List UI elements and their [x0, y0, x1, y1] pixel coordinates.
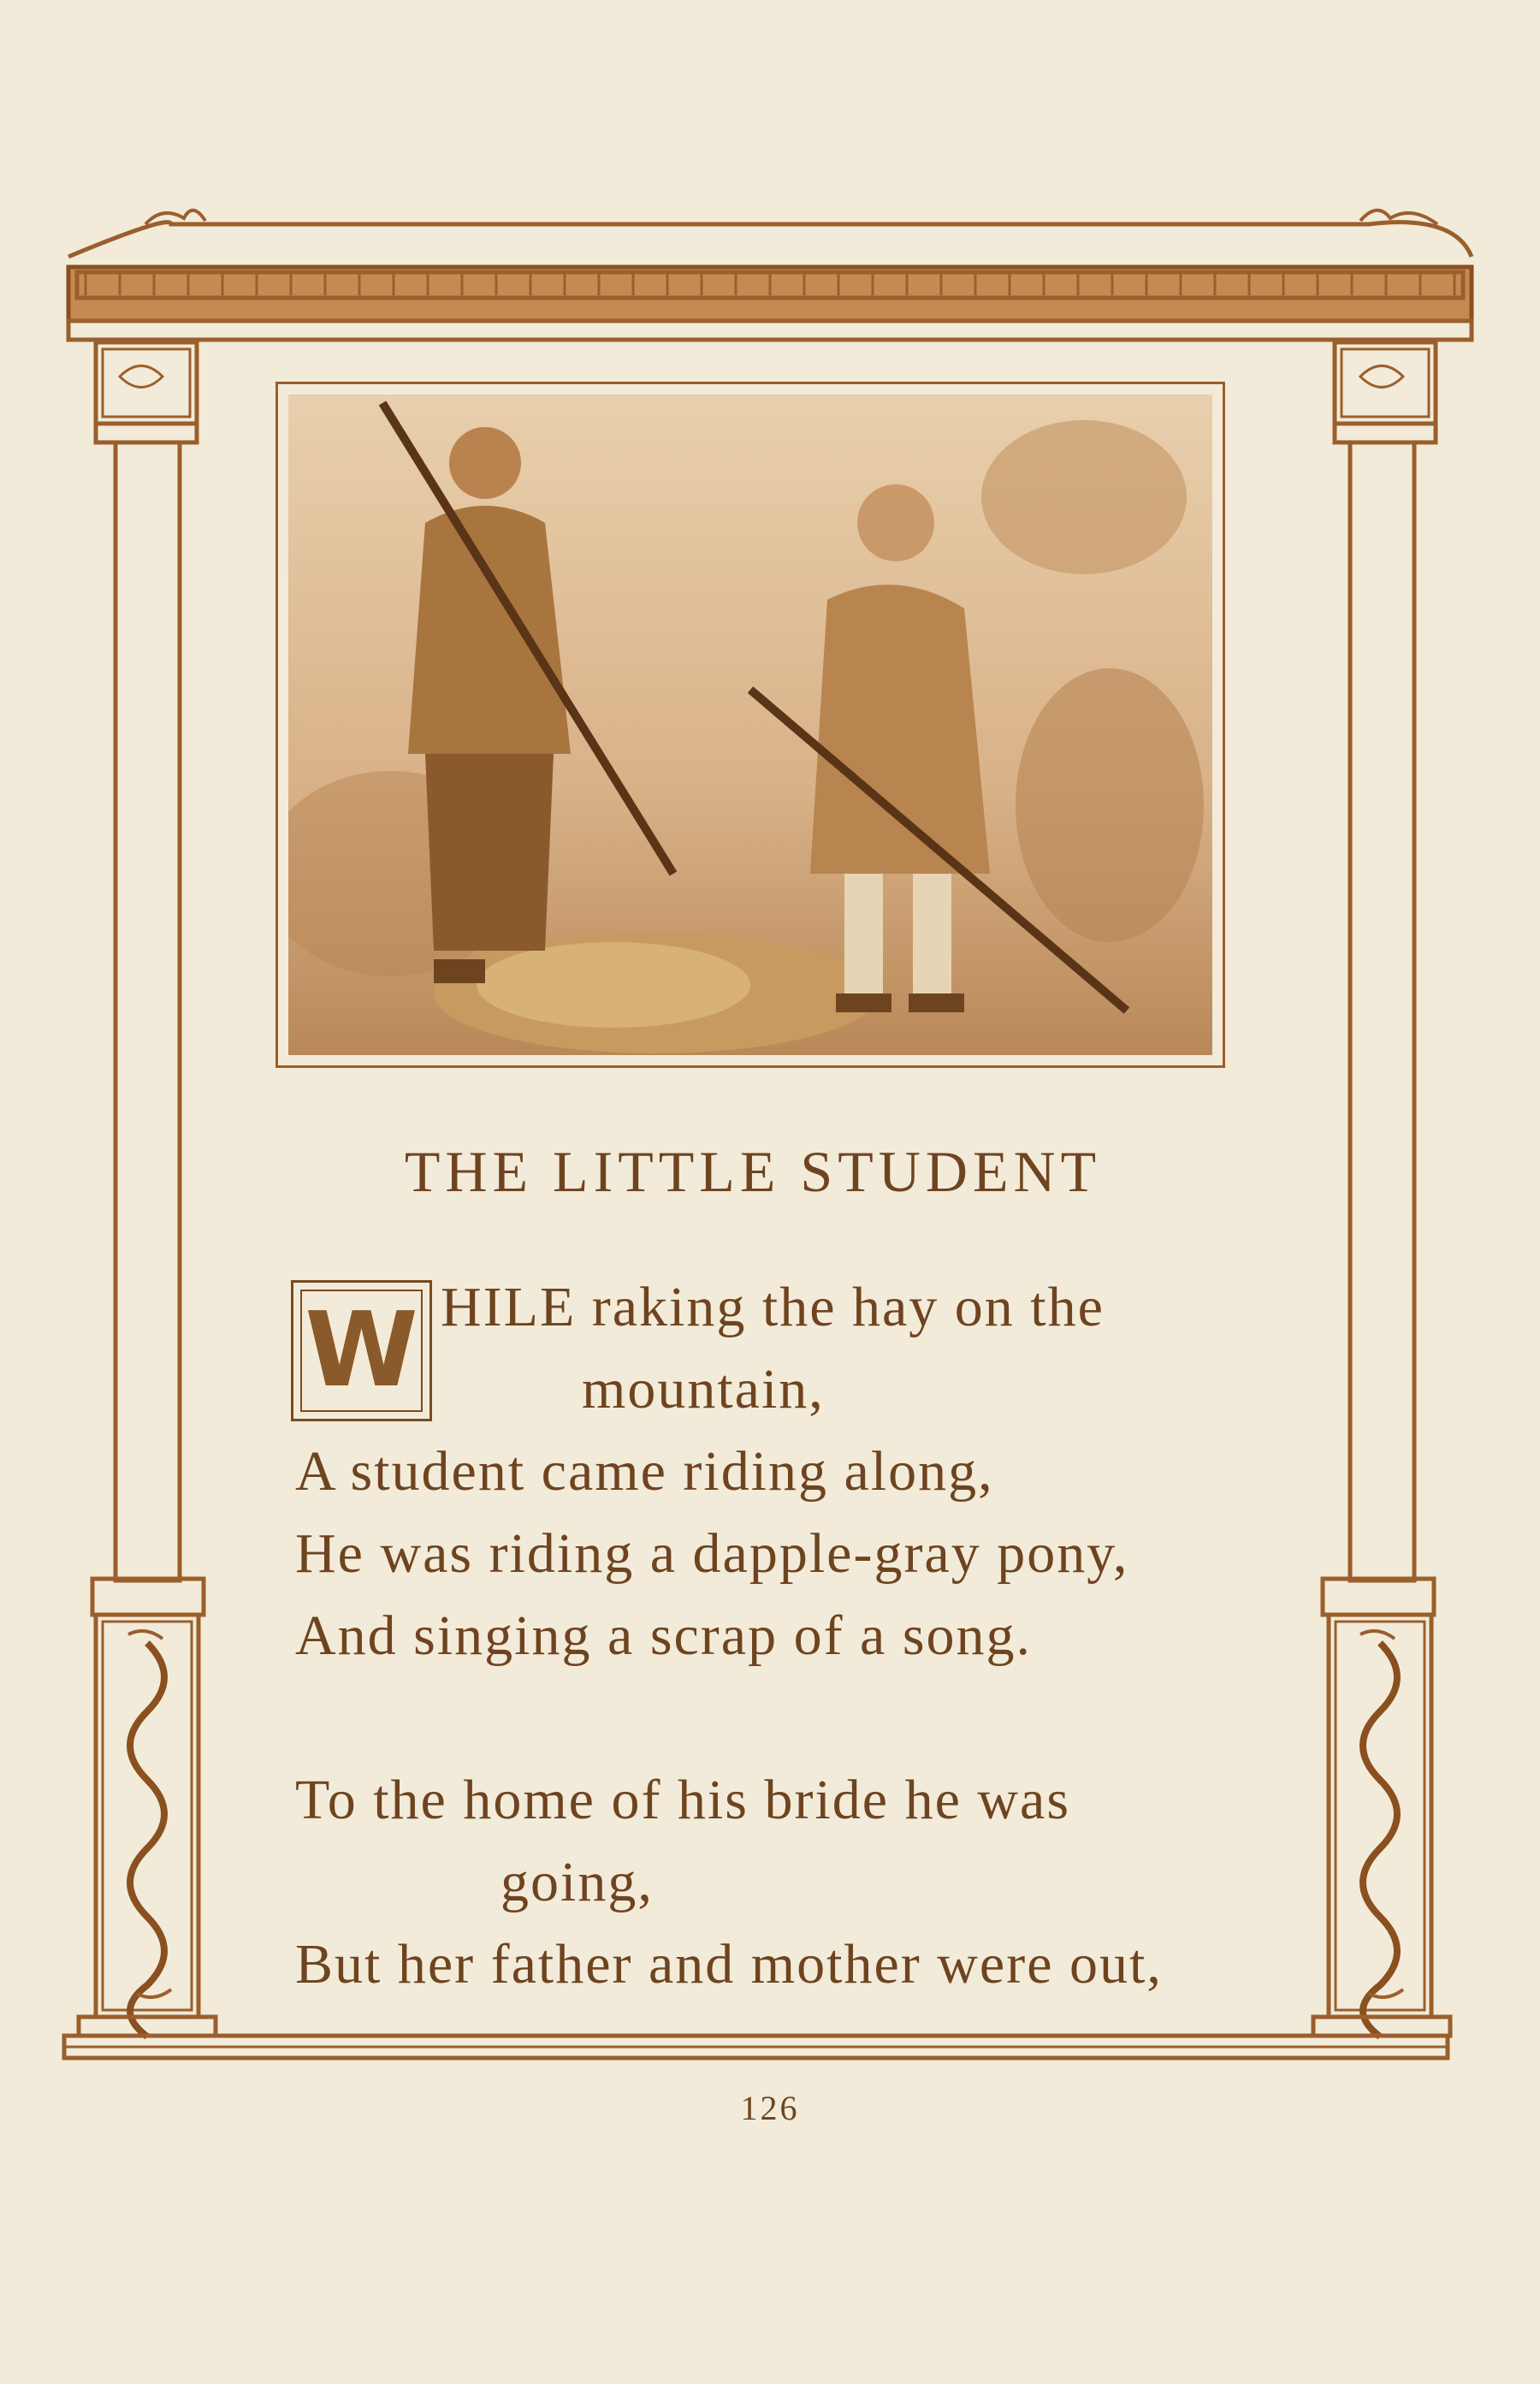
poem-line: And singing a scrap of a song.	[295, 1604, 1033, 1667]
poem-body	[295, 1266, 1236, 2006]
pagoda-roof-ornament	[68, 211, 1472, 340]
poem-title: THE LITTLE STUDENT	[404, 1139, 1102, 1204]
poem-line: But her father and mother were out,	[295, 1933, 1163, 1996]
poem-line: HILE raking the hay on the	[441, 1276, 1105, 1338]
poem-line: A student came riding along,	[295, 1440, 994, 1503]
dragon-panel-right	[1329, 1615, 1431, 2037]
poem-line: To the home of his bride he was	[295, 1769, 1071, 1831]
page-number: 126	[740, 2089, 800, 2127]
poem-line: He was riding a dapple-gray pony,	[295, 1522, 1129, 1585]
photograph-two-boys-raking-hay	[288, 394, 1212, 1055]
photo-illustration	[288, 394, 1212, 1055]
stanza-break	[295, 1677, 1236, 1759]
dragon-panel-left	[96, 1615, 198, 2037]
drop-cap-letter: W	[300, 1290, 423, 1412]
photograph-frame	[275, 382, 1225, 1068]
poem-line: mountain,	[582, 1358, 825, 1420]
poem-line: going,	[500, 1851, 654, 1913]
